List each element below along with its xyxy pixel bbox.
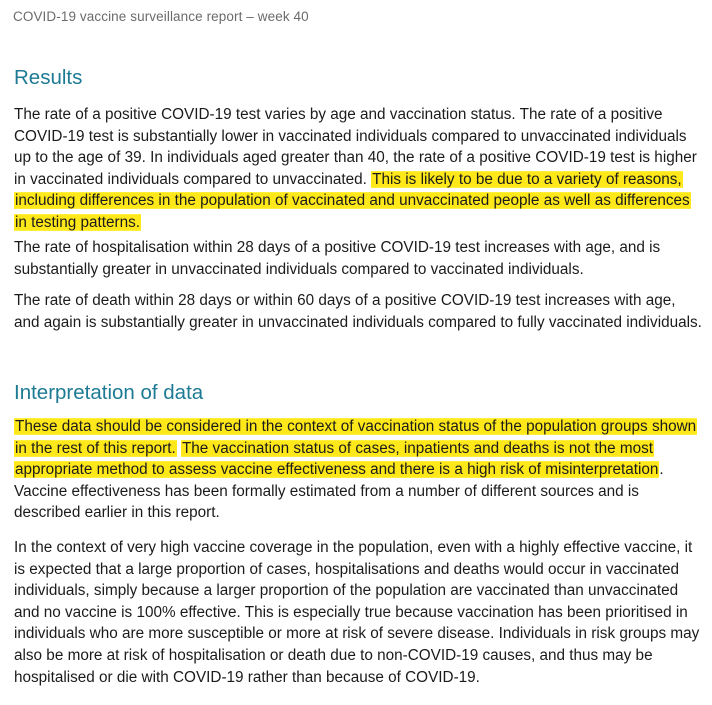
interpretation-highlight-a: These data should be considered in the context of vaccination status of the population groups shown in the rest of this report. [15,418,697,457]
results-paragraph-2: The rate of hospitalisation within 28 days of a positive COVID-19 test increases with age, and is substantially greater in unvaccinated individuals compared to vaccinated individuals. [14,239,661,278]
report-header: COVID-19 vaccine surveillance report – week 40 [13,9,309,24]
interpretation-paragraph-1-text: . Vaccine effectiveness has been formally estimated from a number of different sources and is described earlier in this report. [14,461,664,522]
results-paragraph-3: The rate of death within 28 days or within 60 days of a positive COVID-19 test increases with age, and again is substantially greater in unvaccinated individuals compared to fully vaccinated individuals. [14,292,702,331]
interpretation-heading: Interpretation of data [14,381,204,404]
results-heading: Results [14,66,83,89]
results-paragraph-1 [14,104,704,234]
interpretation-paragraph-1 [14,416,704,524]
interpretation-paragraph-2: In the context of very high vaccine coverage in the population, even with a highly effective vaccine, it is expected that a large proportion of cases, hospitalisations and deaths would occur in vaccinated individuals, simply because a larger proportion of the population are vaccinated than unvaccinated and no vaccine is 100% effective. This is especially true because vaccination has been prioritised in individuals who are more susceptible or more at risk of severe disease. Individuals in risk groups may also be more at risk of hospitalisation or death due to non-COVID-19 causes, and thus may be hospitalised or die with COVID-19 rather than because of COVID-19. [14,539,700,686]
results-highlight: This is likely to be due to a variety of reasons, including differences in the population of vaccinated and unvaccinated people as well as differences in testing patterns. [15,170,690,231]
interpretation-highlight-b: The vaccination status of cases, inpatients and deaths is not the most appropriate method to assess vaccine effectiveness and there is a high risk of misinterpretation [15,439,659,479]
results-paragraph-1-text: The rate of a positive COVID-19 test varies by age and vaccination status. The rate of a positive COVID-19 test is substantially lower in vaccinated individuals compared to unvaccinated individuals up to the age of 39. In individuals aged greater than 40, the rate of a positive COVID-19 test is higher in vaccinated individuals compared to unvaccinated. [14,106,697,188]
